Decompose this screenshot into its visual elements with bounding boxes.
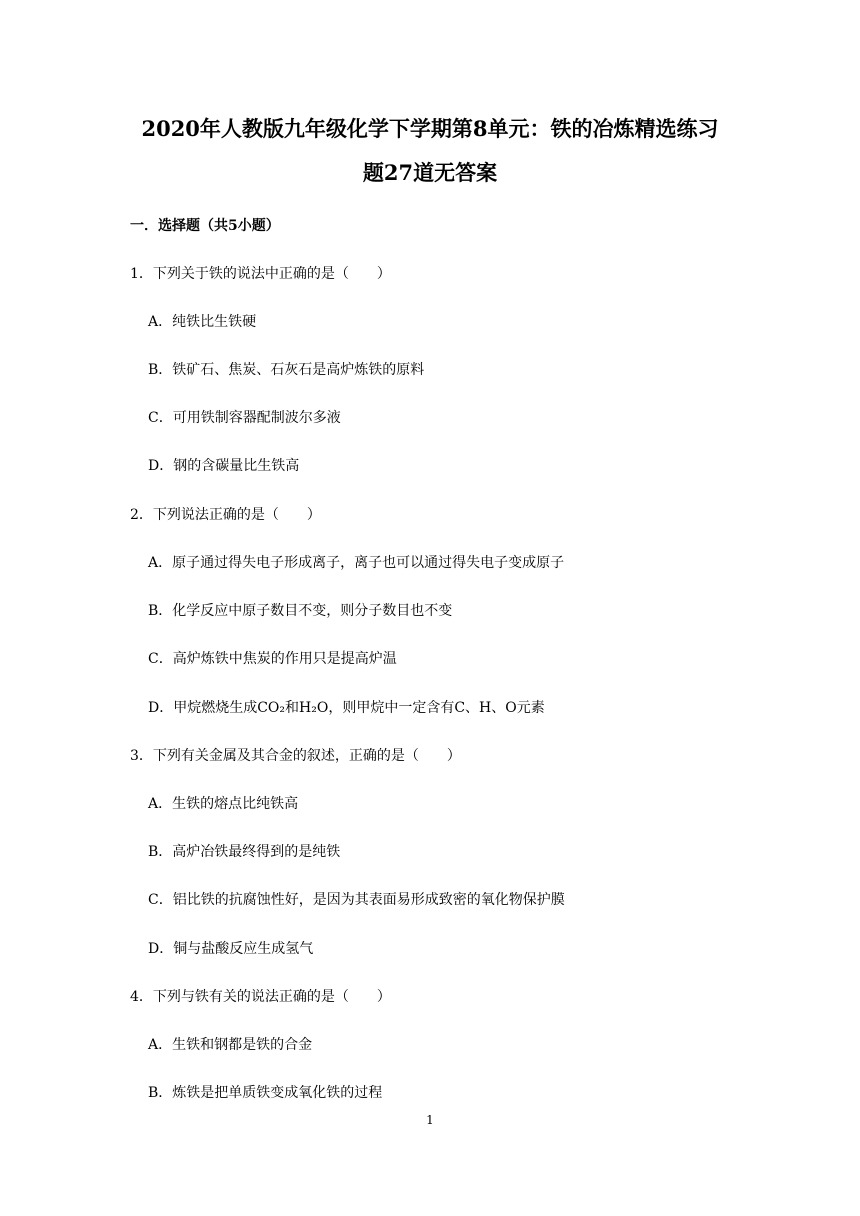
question-1-option-c: C．可用铁制容器配制波尔多液 — [148, 410, 341, 426]
question-3-option-b: B．高炉冶铁最终得到的是纯铁 — [148, 844, 341, 860]
question-3-option-d: D．铜与盐酸反应生成氢气 — [148, 941, 314, 957]
question-1-option-d: D．钢的含碳量比生铁高 — [148, 458, 300, 474]
question-4-stem: 4．下列与铁有关的说法正确的是（ ） — [130, 989, 391, 1005]
question-3-option-a: A．生铁的熔点比纯铁高 — [148, 796, 299, 812]
question-3-stem: 3．下列有关金属及其合金的叙述，正确的是（ ） — [130, 748, 461, 764]
question-2-option-d: D．甲烷燃烧生成CO₂和H₂O，则甲烷中一定含有C、H、O元素 — [148, 700, 545, 716]
question-1-option-a: A．纯铁比生铁硬 — [148, 314, 257, 330]
question-4-option-a: A．生铁和钢都是铁的合金 — [148, 1037, 313, 1053]
question-4-option-b: B．炼铁是把单质铁变成氧化铁的过程 — [148, 1085, 383, 1101]
section-heading: 一．选择题（共5小题） — [130, 218, 280, 234]
question-2-option-b: B．化学反应中原子数目不变，则分子数目也不变 — [148, 603, 453, 619]
document-title-line-2: 题27道无答案 — [362, 160, 498, 185]
question-2-stem: 2．下列说法正确的是（ ） — [130, 507, 321, 523]
question-1-option-b: B．铁矿石、焦炭、石灰石是高炉炼铁的原料 — [148, 362, 425, 378]
question-1-stem: 1．下列关于铁的说法中正确的是（ ） — [130, 266, 391, 282]
question-2-option-a: A．原子通过得失电子形成离子，离子也可以通过得失电子变成原子 — [148, 555, 565, 571]
page-number: 1 — [426, 1113, 434, 1127]
question-2-option-c: C．高炉炼铁中焦炭的作用只是提高炉温 — [148, 651, 397, 667]
question-3-option-c: C．铝比铁的抗腐蚀性好，是因为其表面易形成致密的氧化物保护膜 — [148, 892, 565, 908]
document-title-line-1: 2020年人教版九年级化学下学期第8单元：铁的冶炼精选练习 — [141, 116, 719, 141]
